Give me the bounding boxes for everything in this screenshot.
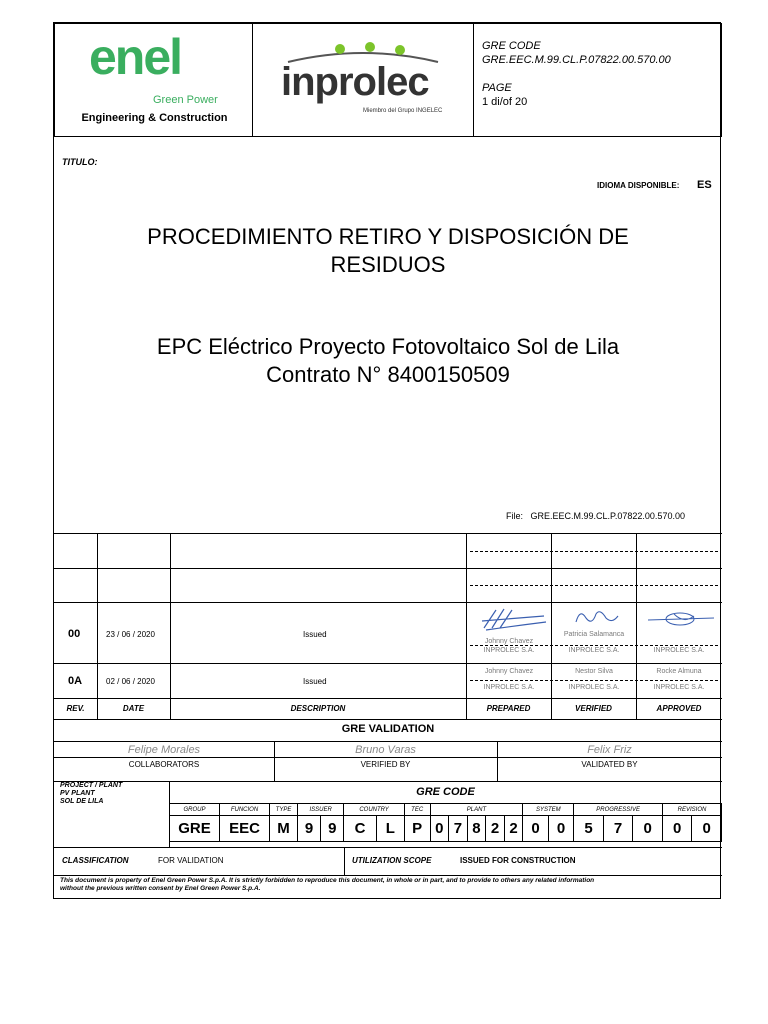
page-value: 1 di/of 20 (482, 96, 528, 108)
project-line-2: PV PLANT (60, 790, 95, 797)
title-line-1: PROCEDIMIENTO RETIRO Y DISPOSICIÓN DE (147, 224, 629, 249)
code-cell: 7 (449, 816, 468, 842)
description-header: DESCRIPTION (290, 704, 346, 713)
disclaimer (60, 877, 594, 893)
utilization-scope-value: ISSUED FOR CONSTRUCTION (460, 856, 576, 865)
idioma-value: ES (697, 179, 712, 191)
tec-header: TEC (404, 804, 430, 816)
gre-validation-title: GRE VALIDATION (341, 723, 435, 735)
engineering-construction-label: Engineering & Construction (81, 112, 228, 124)
collaborators-name: Felipe Morales (127, 744, 201, 756)
type-header: TYPE (270, 804, 298, 816)
code-cell: 0 (662, 816, 691, 842)
rev-0a-date: 02 / 06 / 2020 (106, 677, 155, 686)
validated-by-name: Felix Friz (587, 744, 632, 756)
code-cell: 2 (486, 816, 505, 842)
approved-header: APPROVED (656, 704, 702, 713)
progressive-header: PROGRESSIVE (574, 804, 663, 816)
verified-header: VERIFIED (575, 704, 612, 713)
code-cell: P (404, 816, 430, 842)
inprolec-subtitle: Miembro del Grupo INGELEC (363, 108, 443, 114)
code-cell: C (344, 816, 377, 842)
code-cell: 9 (321, 816, 344, 842)
group-header: GROUP (170, 804, 220, 816)
disclaimer-line-2: without the previous written consent by Enel Green Power S.p.A. (60, 885, 261, 892)
date-header: DATE (122, 704, 145, 713)
enel-logo-box (54, 23, 253, 137)
enel-logo: enel (89, 29, 182, 85)
gre-code-label: GRE CODE (482, 40, 541, 52)
revision-table (54, 533, 722, 720)
plant-header: PLANT (430, 804, 523, 816)
gre-code-values-row (170, 816, 722, 842)
code-cell: 0 (548, 816, 573, 842)
rev-00-number: 00 (68, 628, 81, 640)
approved-signature-icon (644, 608, 718, 630)
project-line-1: PROJECT / PLANT (60, 782, 123, 789)
rev-0a-prepared-company: INPROLEC S.A. (483, 684, 535, 691)
rev-00-prepared-name: Johnny Chavez (484, 638, 534, 645)
page-label: PAGE (482, 82, 512, 94)
rev-0a-number: 0A (68, 675, 83, 687)
code-cell: EEC (220, 816, 270, 842)
subtitle-line-1: EPC Eléctrico Proyecto Fotovoltaico Sol de Lila (156, 334, 620, 359)
code-cell: 9 (298, 816, 321, 842)
rev-00-verified-name: Patricia Salamanca (563, 631, 625, 638)
inprolec-logo: inprolec (281, 60, 429, 104)
collaborators-label: COLLABORATORS (128, 760, 200, 769)
title-line-2: RESIDUOS (330, 252, 446, 277)
code-cell: 0 (430, 816, 449, 842)
classification-label: CLASSIFICATION (62, 856, 129, 865)
code-cell: GRE (170, 816, 220, 842)
gre-code-table (169, 803, 722, 842)
document-title (54, 223, 722, 279)
issuer-header: ISSUER (298, 804, 344, 816)
rev-0a-prepared-name: Johnny Chavez (484, 668, 534, 675)
rev-0a-verified-company: INPROLEC S.A. (568, 684, 620, 691)
rev-0a-verified-name: Nestor Silva (575, 668, 613, 675)
system-header: SYSTEM (523, 804, 574, 816)
gre-code-value: GRE.EEC.M.99.CL.P.07822.00.570.00 (482, 54, 671, 66)
utilization-scope-label: UTILIZATION SCOPE (352, 856, 432, 865)
code-cell: 7 (603, 816, 633, 842)
validated-by-label: VALIDATED BY (581, 760, 638, 769)
document-subtitle (54, 333, 722, 389)
prepared-signature-icon (474, 606, 550, 636)
funcion-header: FUNCION (220, 804, 270, 816)
code-cell: 5 (574, 816, 604, 842)
document-sheet (53, 22, 721, 899)
classification-value: FOR VALIDATION (158, 856, 224, 865)
rev-header: REV. (66, 704, 85, 713)
rev-0a-approved-company: INPROLEC S.A. (653, 684, 705, 691)
rev-00-prepared-company: INPROLEC S.A. (483, 647, 535, 654)
revision-header: REVISION (662, 804, 721, 816)
file-reference (506, 511, 685, 521)
code-cell: 2 (504, 816, 523, 842)
gre-code-table-title: GRE CODE (416, 786, 475, 798)
verified-by-name: Bruno Varas (355, 744, 416, 756)
code-cell: 0 (692, 816, 722, 842)
code-cell: 0 (633, 816, 663, 842)
file-label: File: (506, 511, 524, 521)
subtitle-line-2: Contrato N° 8400150509 (266, 362, 510, 387)
country-header: COUNTRY (344, 804, 404, 816)
code-cell: M (270, 816, 298, 842)
titulo-label: TITULO: (62, 157, 98, 167)
code-cell: 8 (467, 816, 486, 842)
enel-subtitle: Green Power (153, 94, 218, 106)
prepared-header: PREPARED (486, 704, 531, 713)
rev-0a-approved-name: Rocke Almuna (656, 668, 702, 675)
rev-0a-description: Issued (303, 677, 327, 686)
project-plant-block (60, 782, 122, 806)
project-line-3: SOL DE LILA (60, 798, 104, 805)
verified-signature-icon (564, 606, 624, 628)
file-value: GRE.EEC.M.99.CL.P.07822.00.570.00 (530, 511, 685, 521)
rev-00-verified-company: INPROLEC S.A. (568, 647, 620, 654)
verified-by-label: VERIFIED BY (360, 760, 411, 769)
rev-00-description: Issued (303, 630, 327, 639)
gre-code-header-box (473, 23, 722, 137)
rev-00-date: 23 / 06 / 2020 (106, 630, 155, 639)
disclaimer-line-1: This document is property of Enel Green Power S.p.A. It is strictly forbidden to reproduce this document, in whole or in part, and to provide to others any related information (60, 877, 595, 884)
inprolec-logo-box (252, 23, 474, 137)
idioma-label: IDIOMA DISPONIBLE: (597, 181, 680, 190)
code-cell: 0 (523, 816, 548, 842)
rev-00-approved-company: INPROLEC S.A. (653, 647, 705, 654)
code-cell: L (376, 816, 404, 842)
